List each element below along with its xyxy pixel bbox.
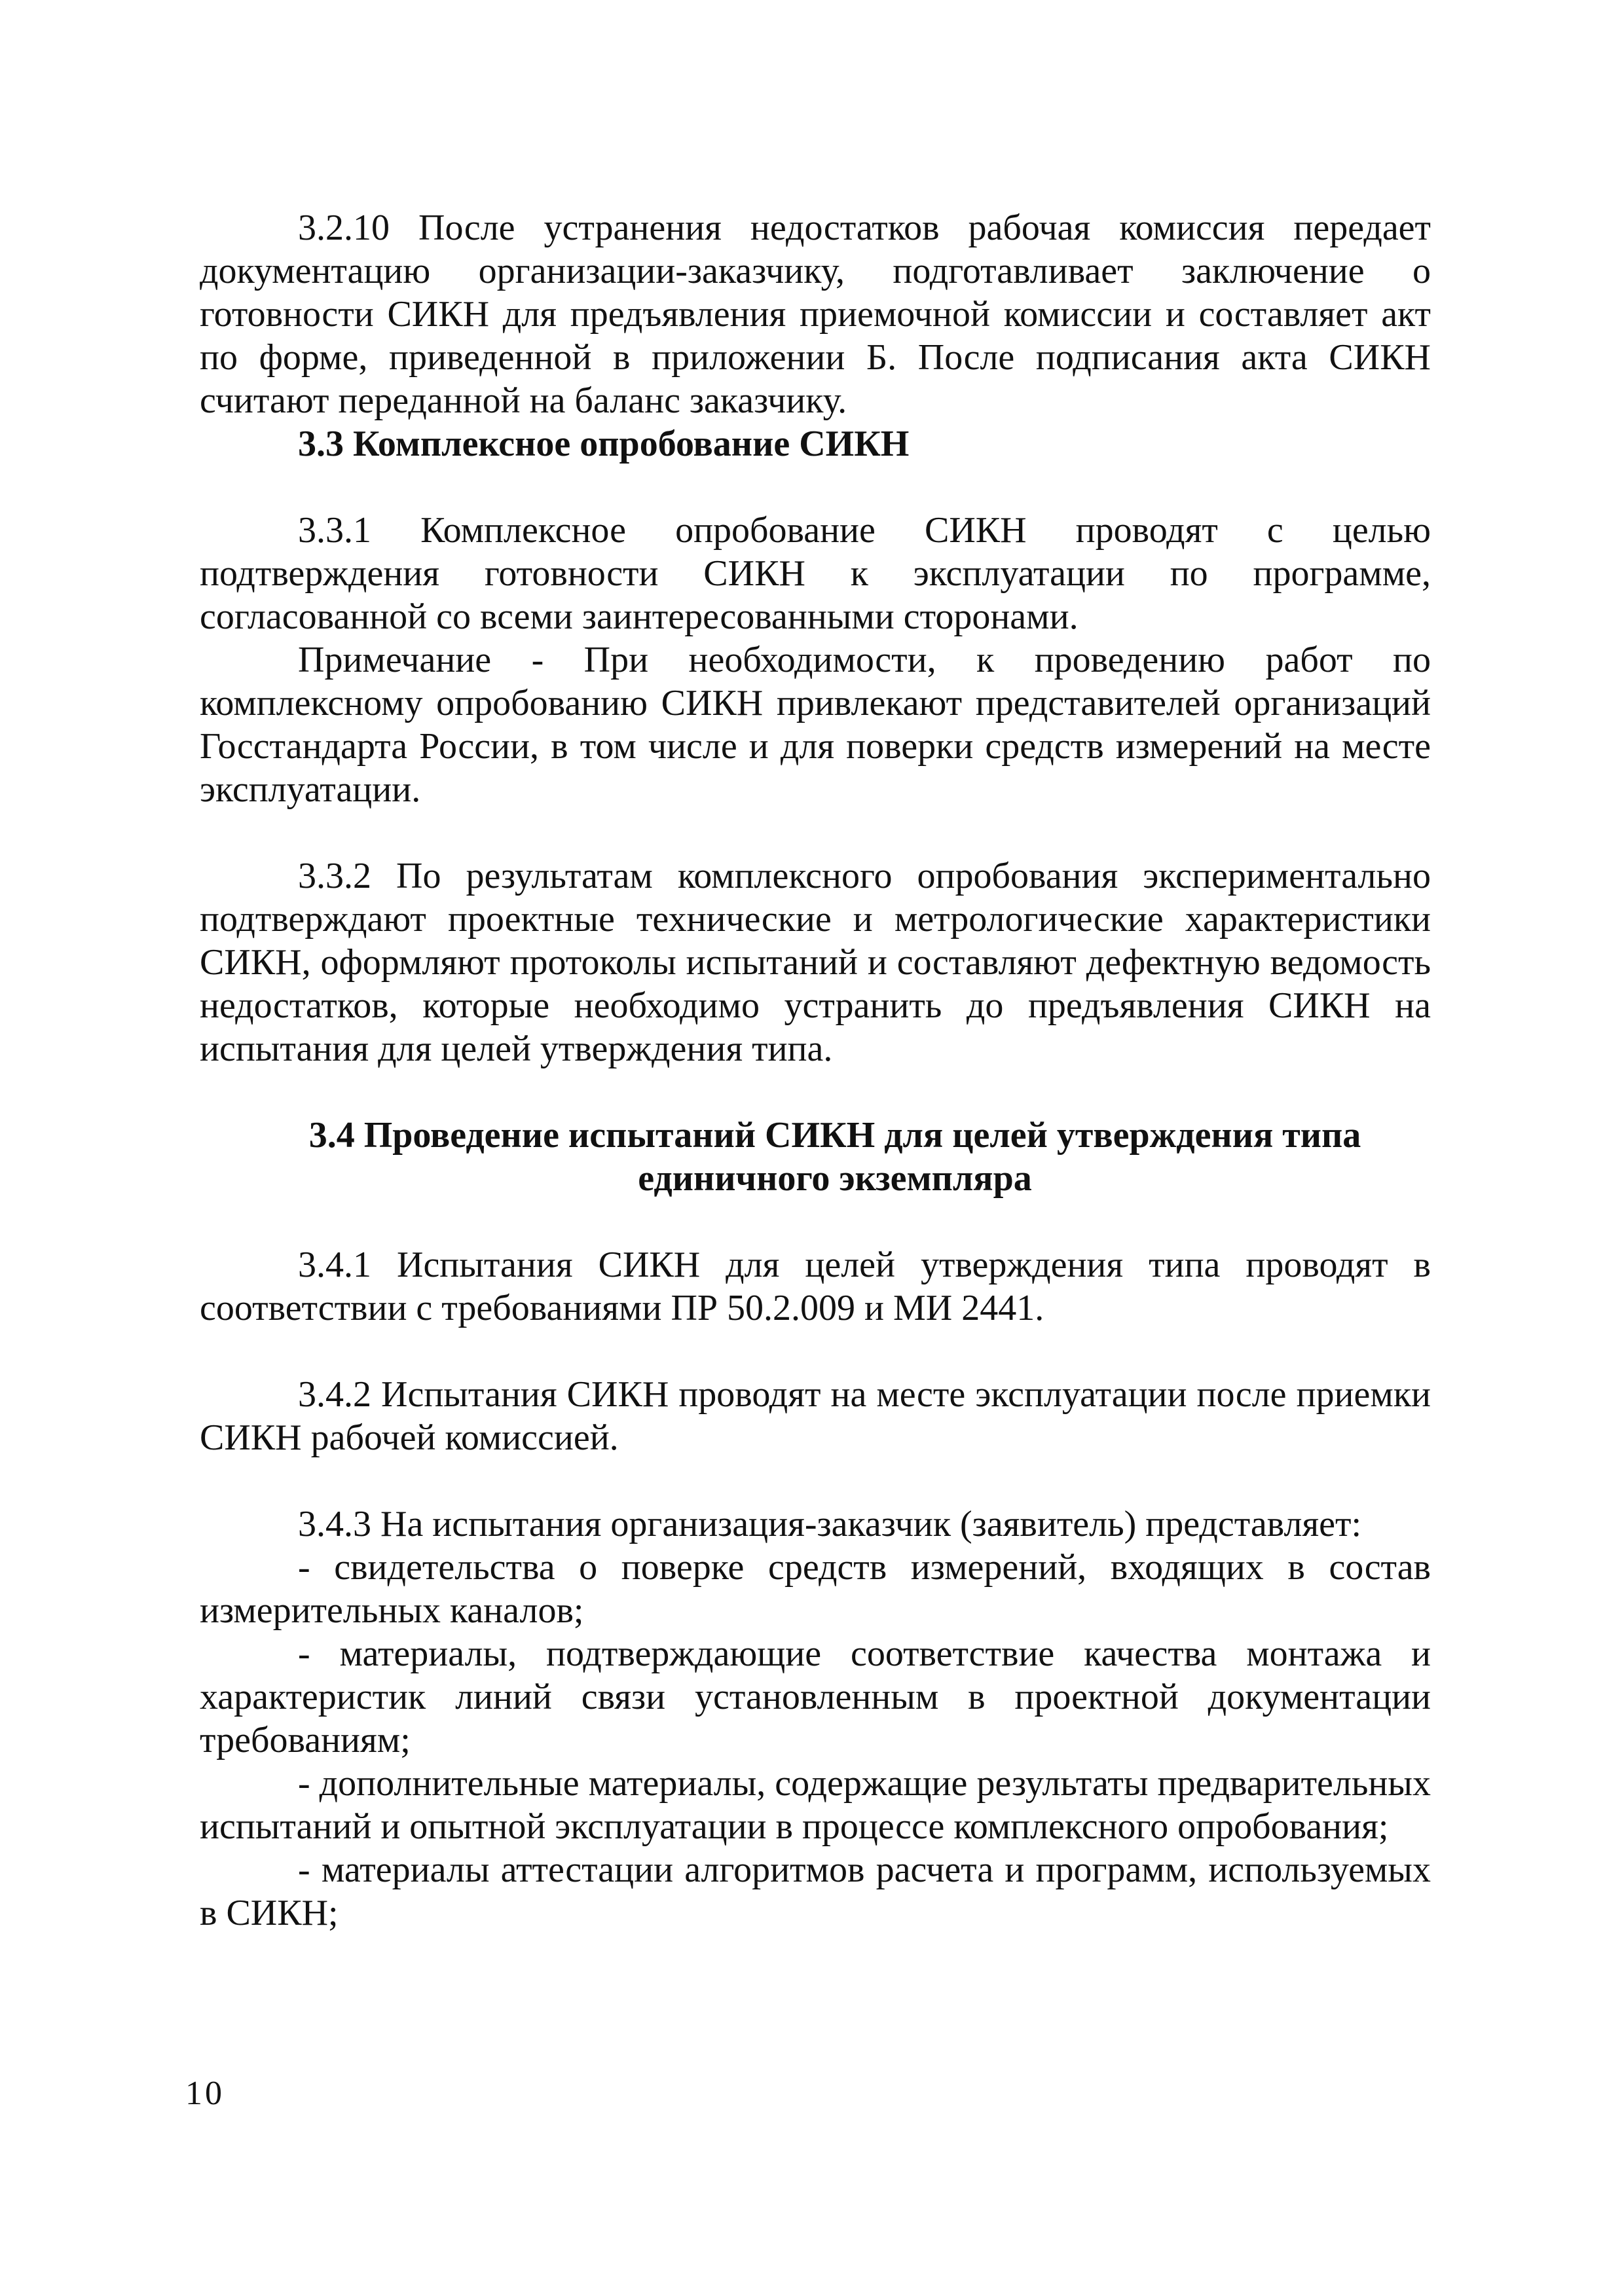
paragraph-3-2-10: 3.2.10 После устранения недостатков рабочая комиссия передает документацию организации-заказчику, подготавливает заключение о готовности СИКН для предъявления приемочной комиссии и составляет акт по форме, приведенной в приложении Б. После подписания акта СИКН считают переданной на баланс заказчику. [200,208,1431,421]
document-page [200,206,1431,1935]
heading-3-3: 3.3 Комплексное опробование СИКН [298,424,910,464]
heading-3-4-line-1: 3.4 Проведение испытаний СИКН для целей утверждения типа [308,1115,1361,1156]
heading-3-4 [200,1114,1431,1200]
list-item: - свидетельства о поверке средств измерений, входящих в состав измерительных каналов; [200,1547,1431,1631]
paragraph-3-3-1: 3.3.1 Комплексное опробование СИКН проводят с целью подтверждения готовности СИКН к эксплуатации по программе, согласованной со всеми заинтересованными сторонами. [200,510,1431,637]
paragraph-3-3-2: 3.3.2 По результатам комплексного опробования экспериментально подтверждают проектные технические и метрологические характеристики СИКН, оформляют протоколы испытаний и составляют дефектную ведомость недостатков, которые необходимо устранить до предъявления СИКН на испытания для целей утверждения типа. [200,856,1431,1069]
list-item: - дополнительные материалы, содержащие результаты предварительных испытаний и опытной эксплуатации в процессе комплексного опробования; [200,1763,1431,1847]
list-item: - материалы аттестации алгоритмов расчета и программ, используемых в СИКН; [200,1850,1431,1933]
note-3-3-1: Примечание - При необходимости, к проведению работ по комплексному опробованию СИКН привлекают представителей организаций Госстандарта России, в том числе и для поверки средств измерений на месте эксплуатации. [200,640,1431,810]
heading-3-4-line-2: единичного экземпляра [638,1158,1032,1199]
paragraph-3-4-3: 3.4.3 На испытания организация-заказчик (заявитель) представляет: [298,1504,1362,1544]
page-number: 10 [185,2075,225,2112]
paragraph-3-4-2: 3.4.2 Испытания СИКН проводят на месте эксплуатации после приемки СИКН рабочей комиссией. [200,1374,1431,1458]
list-item: - материалы, подтверждающие соответствие качества монтажа и характеристик линий связи установленным в проектной документации требованиям; [200,1633,1431,1760]
paragraph-3-4-1: 3.4.1 Испытания СИКН для целей утверждения типа проводят в соответствии с требованиями ПР 50.2.009 и МИ 2441. [200,1245,1431,1328]
